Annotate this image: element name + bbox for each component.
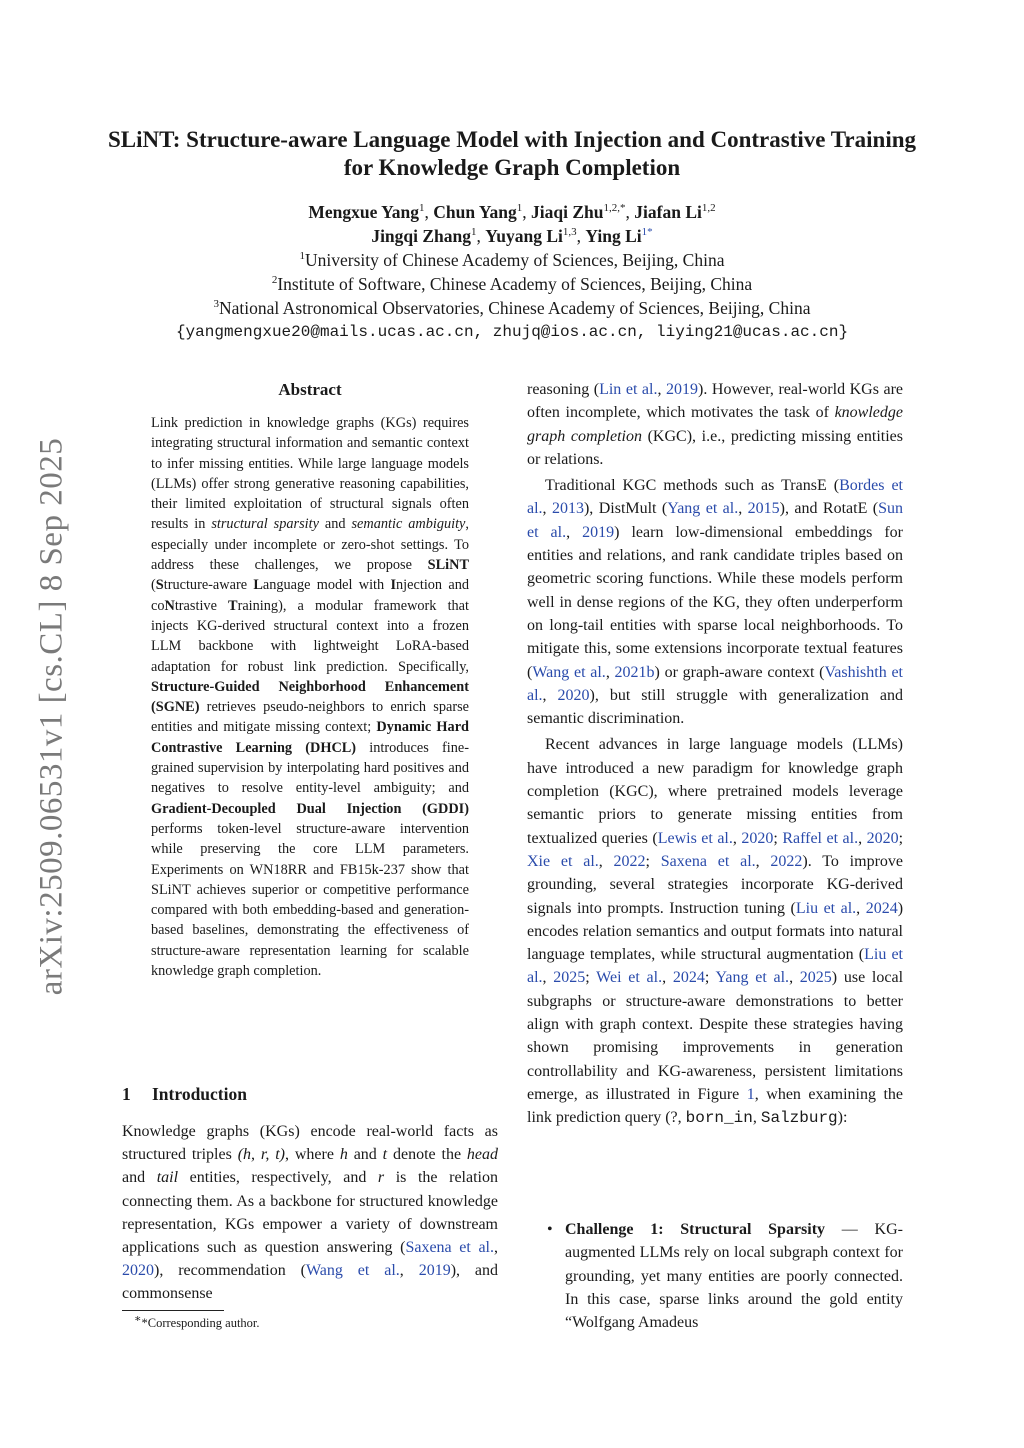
author-emails: {yangmengxue20@mails.ucas.ac.cn, zhujq@ios.ac.cn, liying21@ucas.ac.cn}: [175, 323, 849, 341]
citation-link[interactable]: 2020: [557, 686, 590, 704]
author-name: Mengxue Yang: [308, 202, 420, 222]
citation-link[interactable]: Lewis et al.: [657, 829, 733, 847]
citation-link[interactable]: Sun et al.: [527, 500, 904, 541]
citation-link[interactable]: Raffel et al.: [782, 829, 859, 847]
citation-link[interactable]: Saxena et al.: [660, 852, 756, 870]
citation-link[interactable]: 2019: [582, 523, 615, 541]
paragraph: Recent advances in large language models (LLMs) have introduced a new paradigm for knowledge graph completion (KGC), where pretrained models leverage semantic priors to generate missing entities from textualized queries (Lewis et al., 2020; Raffel et al., 2020; Xie et al., 2022; Saxena et al., 2022). To improve grounding, several strategies incorporate KG-derived signals into prompts. Instruction tuning (Liu et al., 2024) encodes relation semantics and output formats into natural language templates, while structural augmentation (Liu et al., 2025; Wei et al., 2024; Yang et al., 2025) use local subgraphs or structure-aware demonstrations to better align with graph context. Despite these strategies having shown promising improvements in generation controllability and KG-awareness, persistent limitations emerge, as illustrated in Figure 1, when examining the link prediction query (?, born_in, Salzburg):: [527, 736, 904, 1128]
citation-link[interactable]: Lin et al.: [599, 381, 658, 398]
paragraph: reasoning (Lin et al., 2019). However, real-world KGs are often incomplete, which motivates the task of knowledge graph completion (KGC), i.e., predicting missing entities or relations.: [527, 381, 904, 468]
section-title: Introduction: [152, 1084, 247, 1104]
citation-link[interactable]: 2020: [122, 1262, 154, 1280]
citation-link[interactable]: 2024: [865, 899, 898, 917]
citation-link[interactable]: 2025: [799, 969, 832, 987]
citation-link[interactable]: 2024: [672, 969, 705, 987]
author-line-1: Mengxue Yang$^1$, Chun Yang$^1$, Jiaqi Zhu$^{1,2,*}$, Jiafan Li$^{1,2}$: [308, 202, 716, 222]
citation-link[interactable]: Yang et al.: [667, 500, 739, 518]
citation-link[interactable]: Wei et al.: [596, 969, 663, 987]
citation-link[interactable]: Yang et al.: [715, 969, 790, 987]
section-number: 1: [122, 1084, 131, 1104]
abstract-body: Link prediction in knowledge graphs (KGs) requires integrating structural information and semantic context to infer missing entities. While large language models (LLMs) offer strong generative reasoning capabilities, their limited exploitation of structural signals often results in structural sparsity and semantic ambiguity, especially under incomplete or zero-shot settings. To address these challenges, we propose SLiNT (Structure-aware Language model with Injection and coNtrastive Training), a modular framework that injects KG-derived structural context into a frozen LLM backbone with lightweight LoRA-based adaptation for robust link prediction. Specifically, Structure-Guided Neighborhood Enhancement (SGNE) retrieves pseudo-neighbors to enrich sparse entities and mitigate missing context; Dynamic Hard Contrastive Learning (DHCL) introduces fine-grained supervision by interpolating hard positives and negatives to resolve entity-level ambiguity; and Gradient-Decoupled Dual Injection (GDDI) performs token-level structure-aware intervention while preserving the core LLM parameters. Experiments on WN18RR and FB15k-237 show that SLiNT achieves superior or competitive performance compared with both embedding-based and generation-based baselines, demonstrating the effectiveness of structure-aware representation learning for scalable knowledge graph completion.: [151, 415, 470, 980]
bullet-icon: •: [547, 1221, 553, 1238]
citation-link[interactable]: Liu et al.: [527, 946, 904, 987]
citation-link[interactable]: 2022: [770, 852, 803, 870]
citation-link[interactable]: Liu et al.: [795, 899, 857, 917]
arxiv-identifier: arXiv:2509.06531v1 [cs.CL] 8 Sep 2025: [33, 437, 70, 996]
abstract-heading: Abstract: [278, 380, 342, 399]
citation-link[interactable]: 2020: [866, 829, 899, 847]
author-name: Jingqi Zhang: [371, 226, 472, 246]
affiliation: $^1$University of Chinese Academy of Sciences, Beijing, China: [299, 250, 725, 270]
author-block: [100, 200, 924, 344]
citation-link[interactable]: Saxena et al.: [405, 1239, 494, 1257]
author-name: Chun Yang: [433, 202, 517, 222]
citation-link[interactable]: Wang et al.: [532, 663, 606, 681]
citation-link[interactable]: 2021b: [614, 663, 655, 681]
author-name: Yuyang Li: [485, 226, 563, 246]
author-name: Jiaqi Zhu: [531, 202, 604, 222]
author-name: Jiafan Li: [634, 202, 702, 222]
citation-link[interactable]: Wang et al.: [305, 1262, 400, 1280]
citation-link[interactable]: 2015: [747, 500, 780, 518]
citation-link[interactable]: 2019: [418, 1262, 451, 1280]
author-line-2: Jingqi Zhang$^1$, Yuyang Li$^{1,3}$, Ying $Li^{1*}$: [371, 226, 653, 246]
bullet-label: Challenge 1: Structural Sparsity: [565, 1221, 826, 1238]
figure-link[interactable]: 1: [746, 1085, 755, 1103]
citation-link[interactable]: 2013: [551, 500, 584, 518]
paragraph: Traditional KGC methods such as TransE (Bordes et al., 2013), DistMult (Yang et al., 2015), and RotatE (Sun et al., 2019) learn low-dimensional embeddings for entities and relations, and rank candidate triples based on geometric scoring functions. While these models perform well in dense regions of the KG, they often underperform on long-tail entities with sparse local neighborhoods. To mitigate this, some extensions incorporate textual features (Wang et al., 2021b) or graph-aware context (Vashishth et al., 2020), but still struggle with generalization and semantic discrimination.: [527, 477, 904, 728]
affiliation: $^3$National Astronomical Observatories, Chinese Academy of Sciences, Beijing, China: [213, 298, 811, 318]
footnote: ∗*Corresponding author.: [134, 1312, 260, 1330]
citation-link[interactable]: 2019: [666, 381, 699, 398]
footnote-rule: [122, 1310, 224, 1311]
intro-paragraph: Knowledge graphs (KGs) encode real-world facts as structured triples (h, r, t), where h and t denote the head and tail entities, respectively, and r is the relation connecting them. As a backbone for structured knowledge representation, KGs empower a variety of downstream applications such as question answering (Saxena et al., 2020), recommendation (Wang et al., 2019), and commonsense: [122, 1123, 499, 1303]
section-heading: [122, 1084, 247, 1105]
citation-link[interactable]: 2022: [613, 852, 646, 870]
bullet-item: • Challenge 1: Structural Sparsity — KG-augmented LLMs rely on local subgraph context for grounding, yet many entities are poorly connected. In this case, sparse links around the gold entity “Wolfgang Amadeus: [547, 1218, 903, 1334]
citation-link[interactable]: 2020: [741, 829, 774, 847]
right-column: [527, 378, 903, 1134]
affiliation: $^2$Institute of Software, Chinese Academy of Sciences, Beijing, China: [271, 274, 753, 294]
author-name: Ying Li: [585, 226, 642, 246]
citation-link[interactable]: 2025: [553, 969, 586, 987]
citation-link[interactable]: Vashishth et al.: [527, 663, 904, 704]
paper-title: SLiNT: Structure-aware Language Model with Injection and Contrastive Training for Knowledge Graph Completion: [108, 127, 916, 180]
citation-link[interactable]: Bordes et al.: [527, 477, 904, 518]
citation-link[interactable]: Xie et al.: [527, 852, 599, 870]
